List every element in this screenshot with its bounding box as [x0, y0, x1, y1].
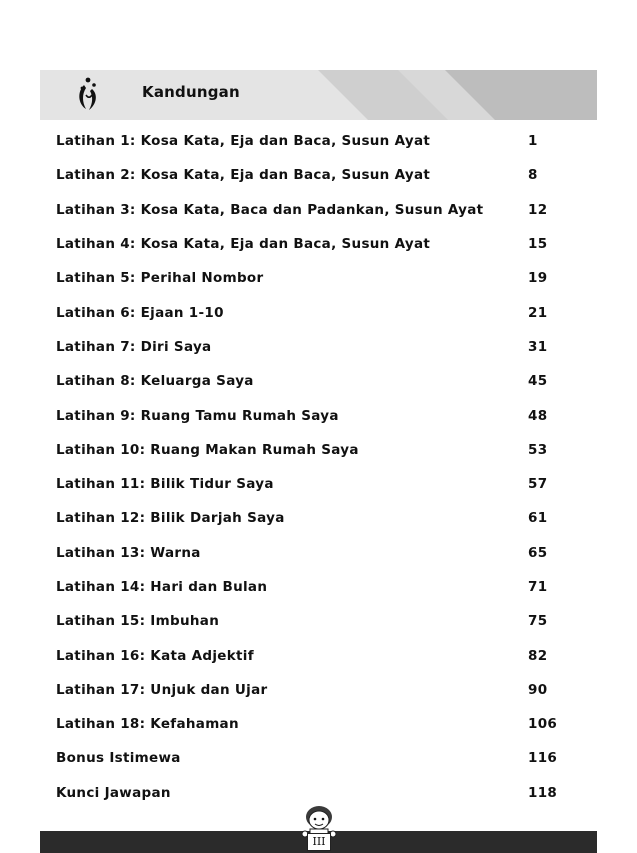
toc-entry-label: Latihan 12: Bilik Darjah Saya: [56, 510, 285, 527]
table-of-contents: [56, 124, 561, 810]
toc-entry-page: 53: [528, 441, 548, 458]
toc-entry-page: 57: [528, 476, 548, 493]
page-number: III: [307, 833, 331, 851]
toc-entry-page: 61: [528, 510, 548, 527]
toc-entry-label: Latihan 10: Ruang Makan Rumah Saya: [56, 441, 359, 458]
toc-entry-label: Latihan 5: Perihal Nombor: [56, 270, 264, 287]
toc-entry-page: 118: [528, 784, 558, 801]
toc-entry-label: Latihan 13: Warna: [56, 544, 201, 561]
toc-entry-label: Latihan 17: Unjuk dan Ujar: [56, 681, 268, 698]
toc-entry-label: Latihan 7: Diri Saya: [56, 338, 212, 355]
toc-entry-label: Kunci Jawapan: [56, 784, 171, 801]
toc-entry-page: 116: [528, 750, 558, 767]
toc-entry-page: 21: [528, 304, 548, 321]
toc-entry-label: Latihan 1: Kosa Kata, Eja dan Baca, Susun Ayat: [56, 133, 431, 150]
page-title: Kandungan: [142, 83, 240, 101]
toc-entry-label: Latihan 14: Hari dan Bulan: [56, 579, 268, 595]
toc-entry-page: 82: [528, 647, 548, 664]
toc-entry-label: Latihan 8: Keluarga Saya: [56, 373, 254, 390]
toc-entry-page: 1: [528, 133, 538, 150]
toc-entry: [56, 638, 561, 672]
toc-entry-label: Latihan 4: Kosa Kata, Eja dan Baca, Susun Ayat: [56, 236, 431, 253]
toc-entry-page: 65: [528, 544, 548, 561]
toc-entry-label: Latihan 6: Ejaan 1-10: [56, 304, 224, 321]
toc-entry: [56, 398, 561, 432]
toc-entry: [56, 193, 561, 227]
toc-entry-page: 106: [528, 716, 558, 733]
toc-entry: [56, 364, 561, 398]
toc-entry: [56, 501, 561, 535]
toc-entry: [56, 467, 561, 501]
toc-entry-page: 75: [528, 613, 548, 630]
toc-entry: [56, 433, 561, 467]
toc-entry: [56, 158, 561, 192]
header-stripes: [40, 70, 597, 120]
toc-entry: [56, 604, 561, 638]
toc-entry-page: 31: [528, 338, 548, 355]
toc-entry: [56, 227, 561, 261]
toc-entry-page: 71: [528, 579, 548, 595]
toc-entry: [56, 261, 561, 295]
toc-entry-page: 12: [528, 201, 548, 218]
toc-entry-label: Latihan 18: Kefahaman: [56, 716, 239, 733]
toc-entry: [56, 124, 561, 158]
toc-entry-label: Latihan 16: Kata Adjektif: [56, 647, 254, 664]
stylized-figures-logo-icon: [73, 76, 103, 114]
toc-entry-page: 15: [528, 236, 548, 253]
toc-entry-label: Latihan 11: Bilik Tidur Saya: [56, 476, 274, 493]
toc-entry: [56, 570, 561, 604]
toc-entry-page: 8: [528, 167, 538, 184]
toc-entry-page: 90: [528, 681, 548, 698]
toc-entry-label: Bonus Istimewa: [56, 750, 181, 767]
toc-entry: [56, 707, 561, 741]
toc-entry-page: 45: [528, 373, 548, 390]
toc-entry-label: Latihan 15: Imbuhan: [56, 613, 220, 630]
toc-entry: [56, 741, 561, 775]
toc-entry-page: 48: [528, 407, 548, 424]
toc-entry: [56, 536, 561, 570]
toc-entry-page: 19: [528, 270, 548, 287]
toc-entry: [56, 330, 561, 364]
toc-entry: [56, 295, 561, 329]
toc-entry-label: Latihan 9: Ruang Tamu Rumah Saya: [56, 407, 339, 424]
toc-entry-label: Latihan 2: Kosa Kata, Eja dan Baca, Susun Ayat: [56, 167, 431, 184]
toc-entry: [56, 673, 561, 707]
toc-entry-label: Latihan 3: Kosa Kata, Baca dan Padankan, Susun Ayat: [56, 201, 484, 218]
section-header: [40, 70, 597, 120]
